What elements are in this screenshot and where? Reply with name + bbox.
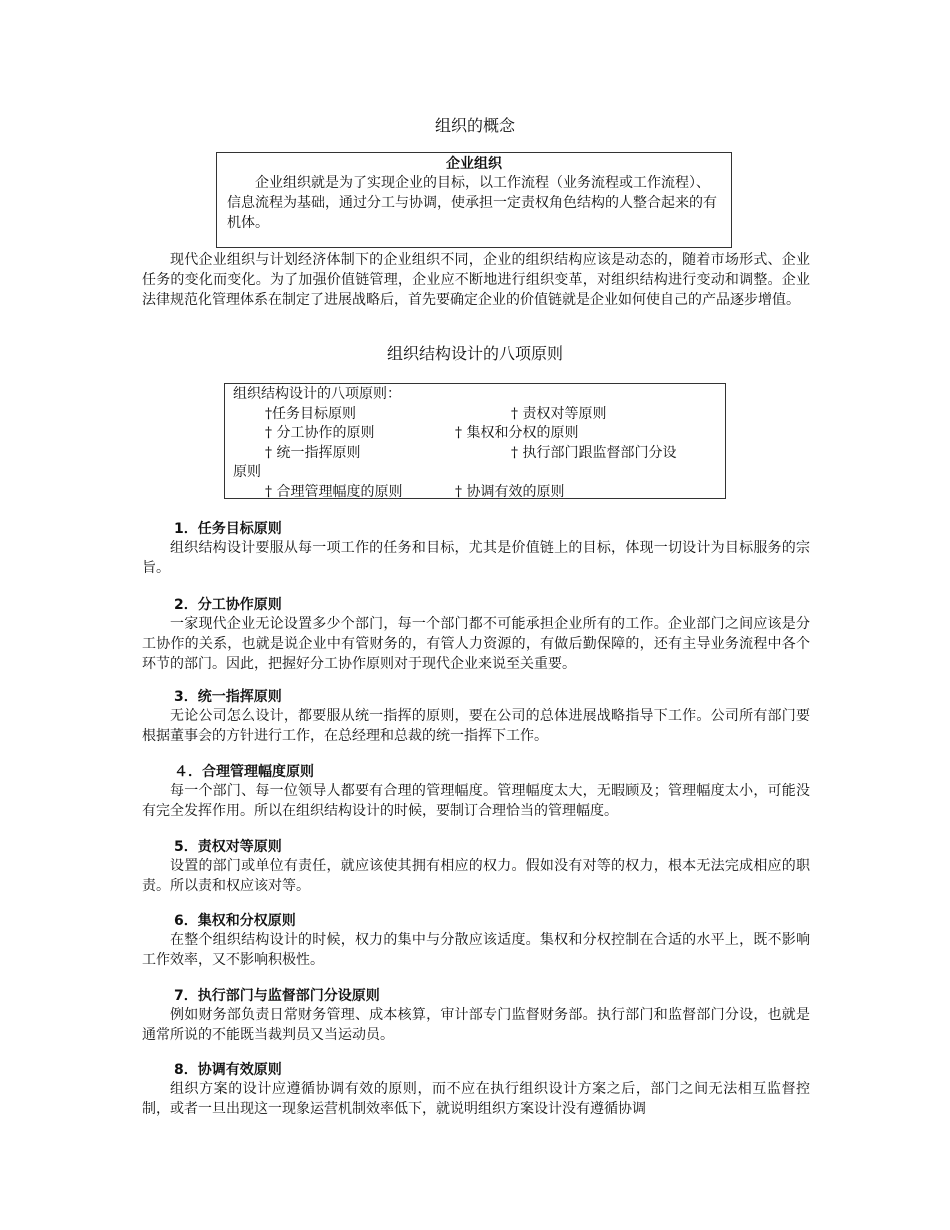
section-body: 一家现代企业无论设置多少个部门，每一个部门都不可能承担企业所有的工作。企业部门之间应该是分工协作的关系，也就是说企业中有管财务的，有管人力资源的，有做后勤保障的，还有主导业务流程中各个环节的部门。因此，把握好分工协作原则对于现代企业来说至关重要。 [142,616,810,672]
section-heading: 8．协调有效原则 [174,1062,282,1078]
section-title-principles: 组织结构设计的八项原则 [386,344,563,363]
principle-item: † 责权对等原则 [511,405,607,422]
intro-paragraph: 现代企业组织与计划经济体制下的企业组织不同，企业的组织结构应该是动态的，随着市场形式、企业任务的变化而变化。为了加强价值链管理，企业应不断地进行组织变革，对组织结构进行变动和调整。企业法律规范化管理体系在制定了进展战略后，首先要确定企业的价值链就是企业如何使自己的产品逐步增值。 [142,252,810,308]
principle-item-continued: 原则 [233,464,261,480]
principles-header: 组织结构设计的八项原则： [233,386,401,402]
section-heading: 7．执行部门与监督部门分设原则 [174,988,380,1004]
principle-item: † 执行部门跟监督部门分设 [511,444,677,461]
section-heading: 3．统一指挥原则 [174,689,282,705]
section-title-concept: 组织的概念 [434,116,515,135]
section-heading: 6．集权和分权原则 [174,913,296,929]
definition-title: 企业组织 [446,156,502,172]
principles-row [233,483,717,503]
principles-box [224,383,726,499]
principle-item: † 分工协作的原则 [265,425,375,441]
principle-item: † 合理管理幅度的原则 [265,483,403,500]
section-body: 在整个组织结构设计的时候，权力的集中与分散应该适度。集权和分权控制在合适的水平上，既不影响工作效率，又不影响积极性。 [142,932,810,968]
principle-item: † 统一指挥原则 [265,444,361,461]
section-body: 组织结构设计要服从每一项工作的任务和目标，尤其是价值链上的目标，体现一切设计为目标服务的宗旨。 [142,540,810,576]
section-body: 例如财务部负责日常财务管理、成本核算，审计部专门监督财务部。执行部门和监督部门分设，也就是通常所说的不能既当裁判员又当运动员。 [142,1007,810,1043]
principles-header-row [233,385,717,405]
principle-item: † 协调有效的原则 [455,483,565,500]
principles-row [233,463,717,483]
section-body: 每一个部门、每一位领导人都要有合理的管理幅度。管理幅度太大，无暇顾及；管理幅度太小，可能没有完全发挥作用。所以在组织结构设计的时候，要制订合理恰当的管理幅度。 [142,783,810,819]
definition-text: 企业组织就是为了实现企业的目标，以工作流程（业务流程或工作流程）、信息流程为基础，通过分工与协调，使承担一定责权角色结构的人整合起来的有机体。 [227,175,717,231]
section-body: 设置的部门或单位有责任，就应该使其拥有相应的权力。假如没有对等的权力，根本无法完成相应的职责。所以责和权应该对等。 [142,858,810,894]
section-heading: 2．分工协作原则 [174,597,282,613]
section-heading: 5．责权对等原则 [174,839,282,855]
section-body: 无论公司怎么设计，都要服从统一指挥的原则，要在公司的总体进展战略指导下工作。公司所有部门要根据董事会的方针进行工作，在总经理和总裁的统一指挥下工作。 [142,708,810,744]
principles-row [233,424,717,444]
section-heading: 1．任务目标原则 [174,521,282,537]
principle-item: †任务目标原则 [265,405,356,422]
section-body: 组织方案的设计应遵循协调有效的原则，而不应在执行组织设计方案之后，部门之间无法相互监督控制，或者一旦出现这一现象运营机制效率低下，就说明组织方案设计没有遵循协调 [142,1081,810,1117]
principles-row [233,405,717,425]
principle-item: † 集权和分权的原则 [455,425,579,441]
principles-row [233,444,717,464]
section-heading: ４．合理管理幅度原则 [174,764,314,780]
definition-box [216,152,732,248]
